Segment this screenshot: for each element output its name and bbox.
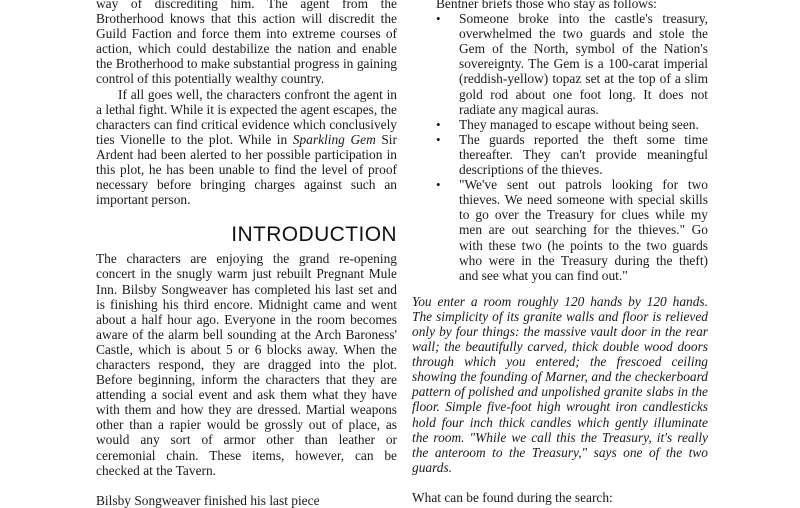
list-item-text: They managed to escape without being seen.: [459, 116, 699, 132]
list-item: [436, 177, 708, 283]
list-item-text: The guards reported the theft some time thereafter. They can't provide meaningful descriptions of the thieves.: [459, 131, 708, 178]
briefing-list: [412, 11, 708, 283]
right-column: [412, 0, 708, 505]
briefing-intro: Bentner briefs those who stay as follows:: [436, 0, 657, 11]
paragraph-introduction: The characters are enjoying the grand re-opening concert in the snugly warm just rebuilt Pregnant Mule Inn. Bilsby Songweaver has completed his last set and is finishing his third encore. Midnight came and went about a half hour ago. Everyone in the room becomes aware of the alarm bell sounding at the Arch Baroness' Castle, which is about 5 or 6 blocks away. When the characters respond, they are dragged into the plot. Before beginning, inform the characters that they are attending a social event and ask them what they have with them and how they are dressed. Martial weapons other than a rapier would be grossly out of place, as would any sort of armor other than leather or ceremonial chain. These items, however, can be checked at the Tavern.: [96, 251, 397, 478]
paragraph-gap: [96, 478, 397, 493]
paragraph-clipped: Bilsby Songweaver finished his last piece: [96, 492, 320, 508]
bullet-icon: •: [436, 131, 441, 147]
paragraph-brotherhood: way of discrediting him. The agent from the Brotherhood knows that this action will discredit the Guild Faction and force them into extreme courses of action, which could destabilize the nation and enable the Brotherhood to make substantial progress in gaining control of this potentially wealthy country.: [96, 0, 397, 87]
list-item: [436, 117, 708, 132]
list-item: [436, 11, 708, 117]
list-item-text: "We've sent out patrols looking for two thieves. We need someone with special skills to go over the Treasury for clues while my men are out searching for the thieves." Go with these two (he points to the two guards who were in the Treasury during the theft) and see what you can find out.": [459, 177, 708, 283]
list-item: [436, 132, 708, 177]
left-column: [96, 0, 397, 508]
book-title: Sparkling Gem: [292, 131, 376, 147]
bullet-icon: •: [436, 11, 441, 27]
search-label: What can be found during the search:: [412, 489, 613, 505]
read-aloud-box: [412, 294, 708, 475]
bullet-icon: •: [436, 116, 441, 132]
list-item-text: Someone broke into the castle's treasury, overwhelmed the two guards and stole the Gem of the North, symbol of the Nation's sovereignty. The Gem is a 100-carat imperial (reddish-yellow) topaz set at the top of a slim gold rod about one foot long. It does not radiate any magical auras.: [459, 11, 708, 117]
section-heading-introduction: INTRODUCTION: [231, 223, 397, 247]
paragraph-text: Sir Ardent had been alerted to her possible participation in this plot, he has been unable to find the level of proof necessary before bringing charges against such an important person.: [96, 131, 397, 208]
paragraph-confrontation: [96, 87, 397, 208]
paragraph-text: If all goes well, the characters confront the agent in a lethal fight. While it is expected the agent escapes, the characters can find critical evidence which conclusively ties Vionelle to the plot. While in: [96, 86, 397, 147]
bullet-icon: •: [436, 177, 441, 193]
read-aloud-text: You enter a room roughly 120 hands by 120 hands. The simplicity of its granite walls and floor is relieved only by four things: the massive vault door in the rear wall; the beautifully carved, thick double wood doors through which you entered; the frescoed ceiling showing the founding of Marner, and the checkerboard pattern of polished and unpolished granite slabs in the floor. Simple five-foot high wrought iron candlesticks hold four inch thick candles which gently illuminate the room. "While we call this the Treasury, it's really the anteroom to the Treasury," says one of the two guards.: [412, 293, 708, 475]
